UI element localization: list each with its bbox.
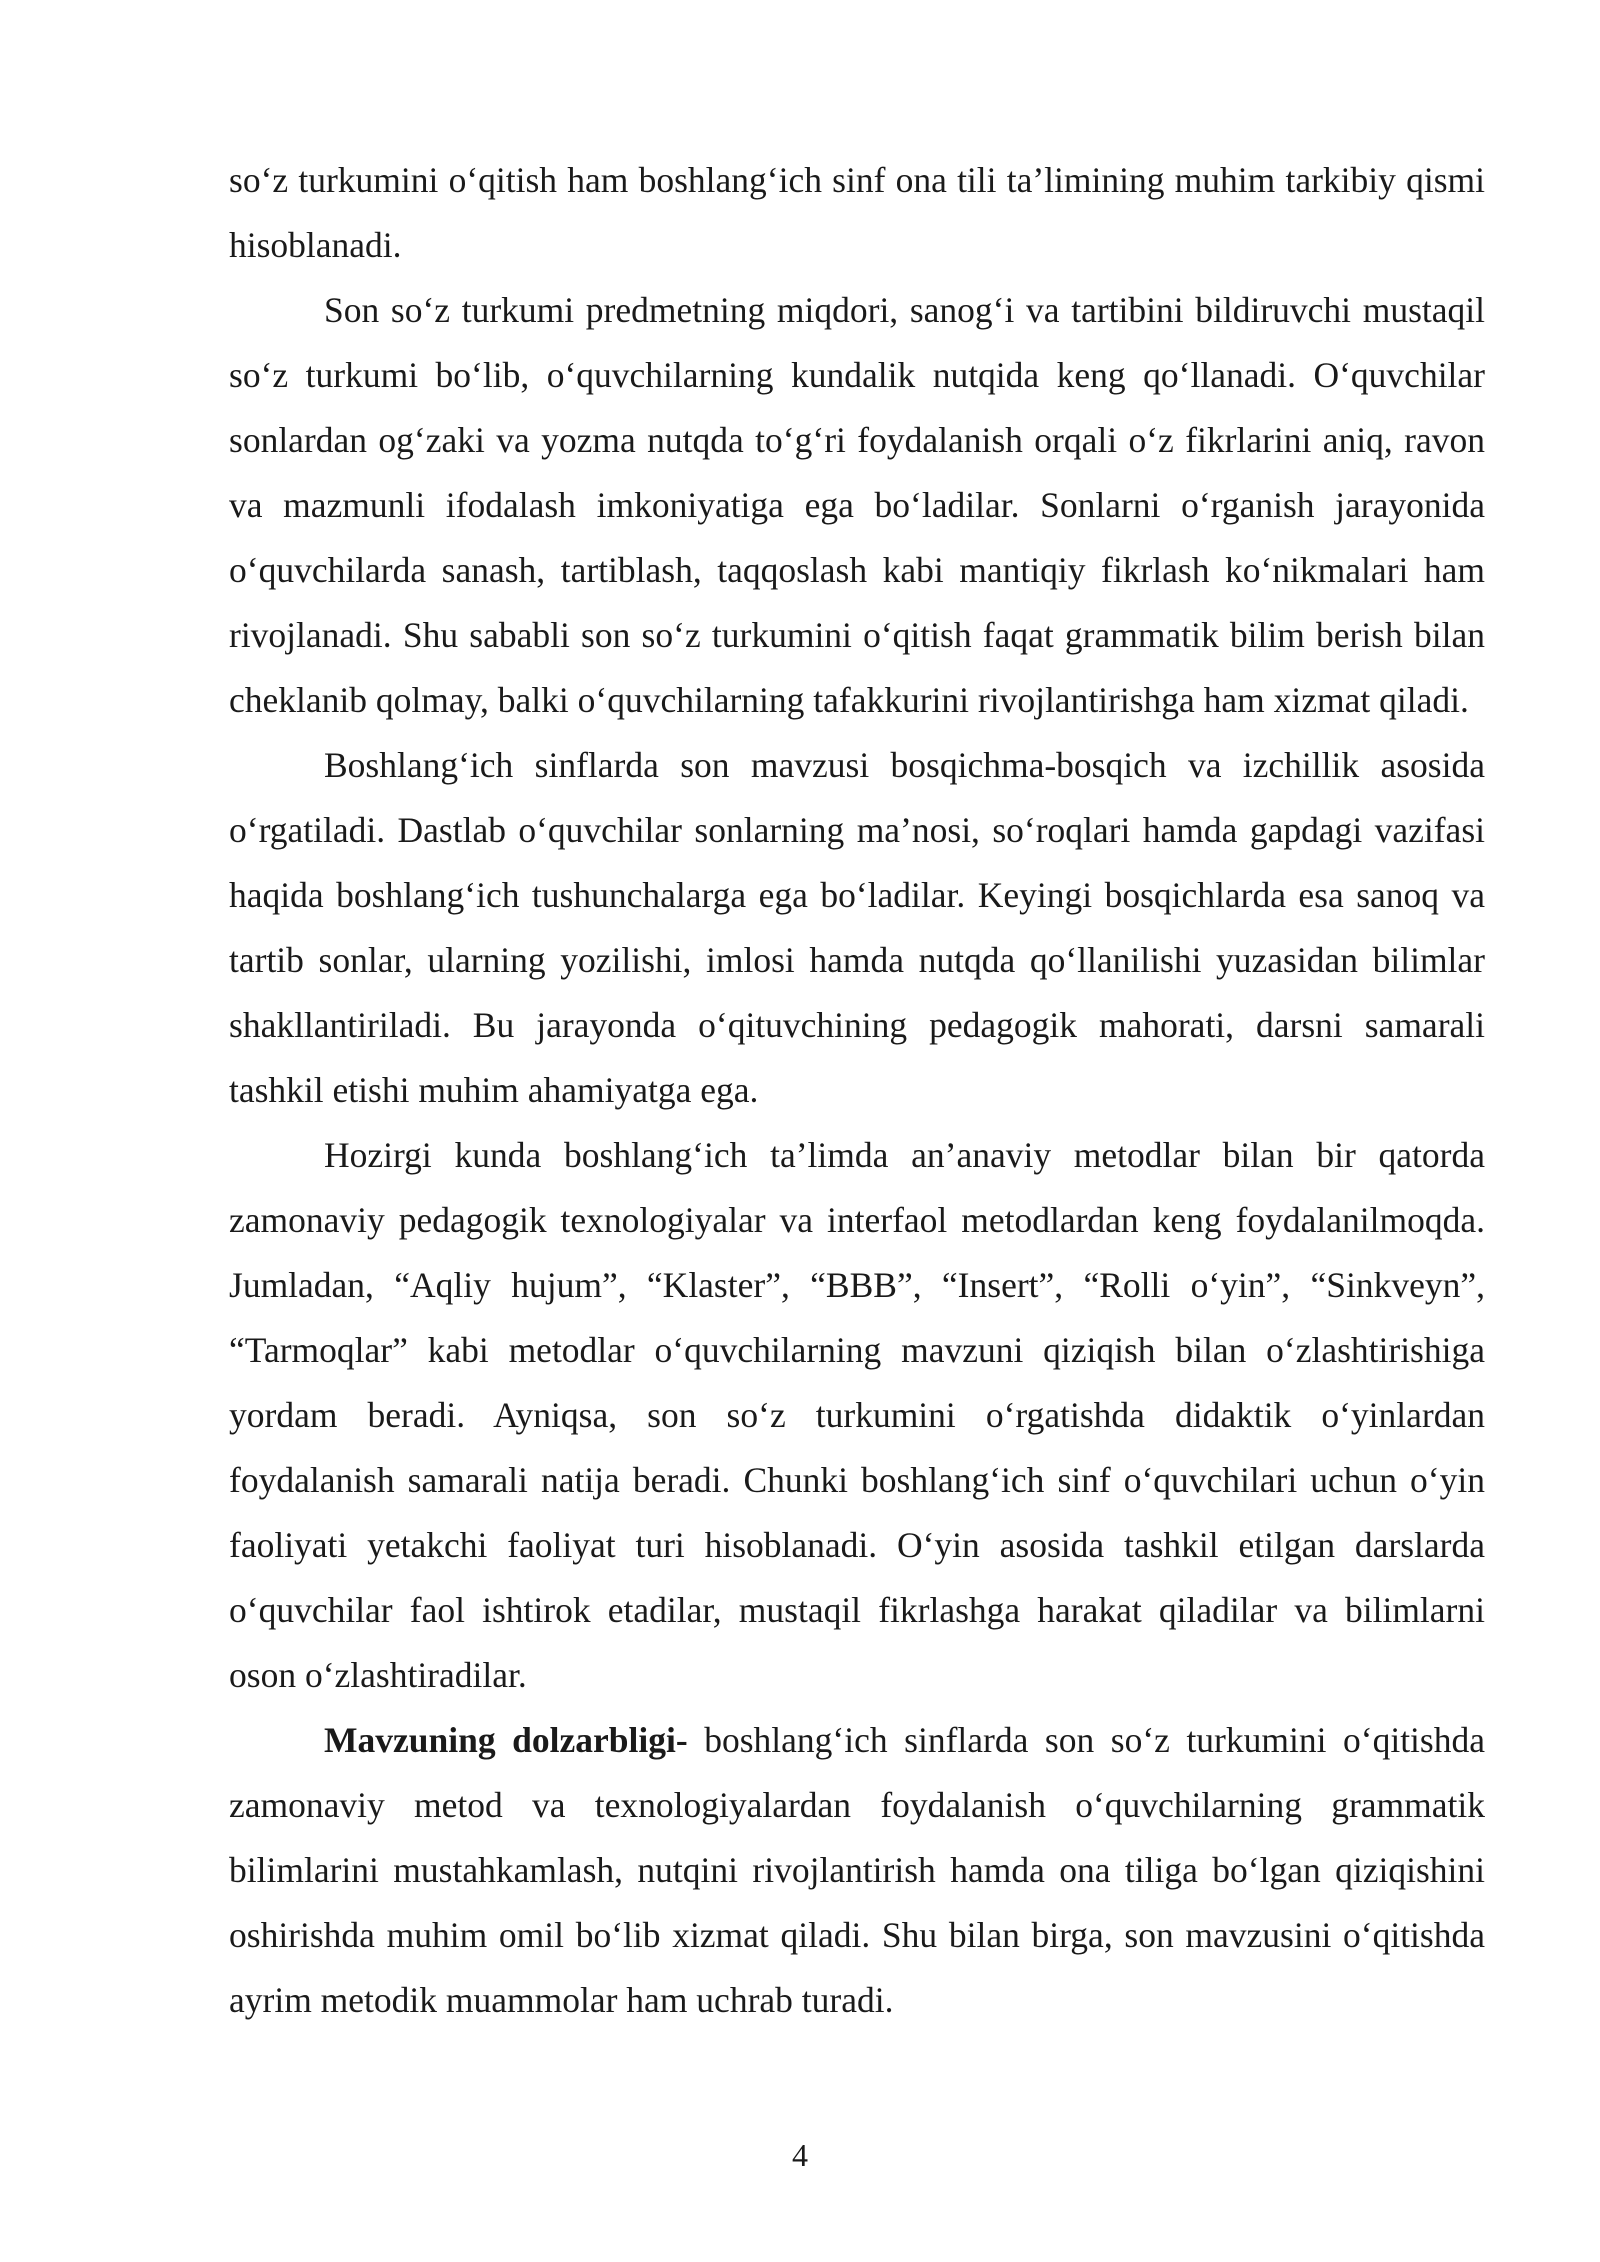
relevance-heading: Mavzuning dolzarbligi- xyxy=(324,1720,688,1760)
paragraph-son-definition: Son so‘z turkumi predmetning miqdori, sanog‘i va tartibini bildiruvchi mustaqil so‘z turkumi bo‘lib, o‘quvchilarning kundalik nutqida keng qo‘llanadi. O‘quvchilar sonlardan og‘zaki va yozma nutqda to‘g‘ri foydalanish orqali o‘z fikrlarini aniq, ravon va mazmunli ifodalash imkoniyatiga ega bo‘ladilar. Sonlarni o‘rganish jarayonida o‘quvchilarda sanash, tartiblash, taqqoslash kabi mantiqiy fikrlash ko‘nikmalari ham rivojlanadi. Shu sababli son so‘z turkumini o‘qitish faqat grammatik bilim berish bilan cheklanib qolmay, balki o‘quvchilarning tafakkurini rivojlantirishga ham xizmat qiladi. xyxy=(229,290,1485,720)
page-number: 4 xyxy=(792,2137,808,2173)
body-text xyxy=(229,148,1485,2033)
paragraph-relevance xyxy=(229,1708,1485,2033)
paragraph-teaching-stages: Boshlang‘ich sinflarda son mavzusi bosqichma-bosqich va izchillik asosida o‘rgatiladi. Dastlab o‘quvchilar sonlarning ma’nosi, so‘roqlari hamda gapdagi vazifasi haqida boshlang‘ich tushunchalarga ega bo‘ladilar. Keyingi bosqichlarda esa sanoq va tartib sonlar, ularning yozilishi, imlosi hamda nutqda qo‘llanilishi yuzasidan bilimlar shakllantiriladi. Bu jarayonda o‘qituvchining pedagogik mahorati, darsni samarali tashkil etishi muhim ahamiyatga ega. xyxy=(229,745,1485,1110)
paragraph-modern-methods: Hozirgi kunda boshlang‘ich ta’limda an’anaviy metodlar bilan bir qatorda zamonaviy pedagogik texnologiyalar va interfaol metodlardan keng foydalanilmoqda. Jumladan, “Aqliy hujum”, “Klaster”, “BBB”, “Insert”, “Rolli o‘yin”, “Sinkveyn”, “Tarmoqlar” kabi metodlar o‘quvchilarning mavzuni qiziqish bilan o‘zlashtirishiga yordam beradi. Ayniqsa, son so‘z turkumini o‘rgatishda didaktik o‘yinlardan foydalanish samarali natija beradi. Chunki boshlang‘ich sinf o‘quvchilari uchun o‘yin faoliyati yetakchi faoliyat turi hisoblanadi. O‘yin asosida tashkil etilgan darslarda o‘quvchilar faol ishtirok etadilar, mustaqil fikrlashga harakat qiladilar va bilimlarni oson o‘zlashtiradilar. xyxy=(229,1135,1485,1695)
relevance-text: boshlang‘ich sinflarda son so‘z turkumini o‘qitishda zamonaviy metod va texnologiyalardan foydalanish o‘quvchilarning grammatik bilimlarini mustahkamlash, nutqini rivojlantirish hamda ona tiliga bo‘lgan qiziqishini oshirishda muhim omil bo‘lib xizmat qiladi. Shu bilan birga, son mavzusini o‘qitishda ayrim metodik muammolar ham uchrab turadi. xyxy=(229,1720,1485,2020)
paragraph-continuation: so‘z turkumini o‘qitish ham boshlang‘ich sinf ona tili ta’limining muhim tarkibiy qismi hisoblanadi. xyxy=(229,160,1485,265)
